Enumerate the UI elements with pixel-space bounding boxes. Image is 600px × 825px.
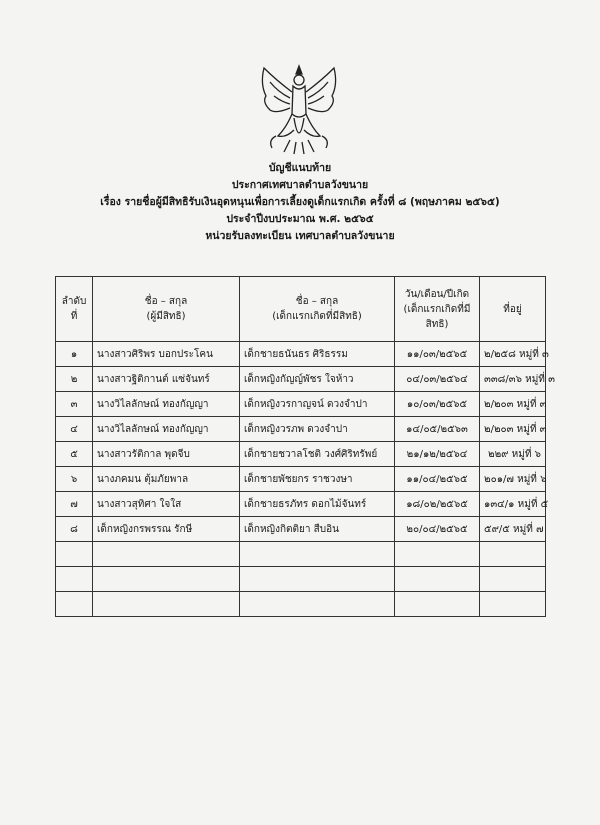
header-no: ลำดับ ที่ — [56, 277, 93, 342]
cell-parent-name: นางสาวรัติกาล พุดจีบ — [93, 442, 240, 467]
cell-address: ๒๐๑/๗ หมู่ที่ ๖ — [480, 467, 546, 492]
cell-child-name — [240, 567, 395, 592]
cell-no: ๒ — [56, 367, 93, 392]
header-registration-unit: หน่วยรับลงทะเบียน เทศบาลตำบลวังขนาย — [205, 230, 395, 242]
document-header — [0, 160, 600, 245]
header-address: ที่อยู่ — [480, 277, 546, 342]
cell-birth-date: ๑๑/๐๓/๒๕๖๕ — [395, 342, 480, 367]
cell-child-name: เด็กชายธนันธร ศิริธรรม — [240, 342, 395, 367]
cell-no: ๕ — [56, 442, 93, 467]
header-announcement: ประกาศเทศบาลตำบลวังขนาย — [231, 179, 369, 191]
header-parent-name: ชื่อ – สกุล (ผู้มีสิทธิ) — [93, 277, 240, 342]
cell-child-name: เด็กชายพัชยกร ราชวงษา — [240, 467, 395, 492]
table-row — [56, 542, 546, 567]
header-subject: เรื่อง รายชื่อผู้มีสิทธิรับเงินอุดหนุนเพื่อการเลี้ยงดูเด็กแรกเกิด ครั้งที่ ๘ (พฤษภาคม ๒๕๖๕) — [100, 196, 500, 208]
cell-parent-name — [93, 542, 240, 567]
cell-address: ๑๓๔/๑ หมู่ที่ ๕ — [480, 492, 546, 517]
cell-parent-name: นางวิไลลักษณ์ ทองกัญญา — [93, 417, 240, 442]
table-row — [56, 592, 546, 617]
header-title: บัญชีแนบท้าย — [268, 162, 332, 174]
cell-birth-date: ๒๑/๑๒/๒๕๖๔ — [395, 442, 480, 467]
table-row — [56, 442, 546, 467]
cell-parent-name — [93, 592, 240, 617]
cell-parent-name: นางวิไลลักษณ์ ทองกัญญา — [93, 392, 240, 417]
cell-child-name: เด็กชายชวาลโชติ วงศ์ศิริทรัพย์ — [240, 442, 395, 467]
table-row — [56, 467, 546, 492]
header-fiscal-year: ประจำปีงบประมาณ พ.ศ. ๒๕๖๕ — [226, 213, 374, 225]
cell-no — [56, 542, 93, 567]
cell-no: ๓ — [56, 392, 93, 417]
cell-child-name: เด็กชายธรภัทร ดอกไม้จันทร์ — [240, 492, 395, 517]
cell-child-name — [240, 592, 395, 617]
cell-address: ๓๓๘/๓๖ หมู่ที่ ๓ — [480, 367, 546, 392]
cell-address: ๕๙/๕ หมู่ที่ ๗ — [480, 517, 546, 542]
cell-address: ๒๒๙ หมู่ที่ ๖ — [480, 442, 546, 467]
cell-no — [56, 567, 93, 592]
cell-no — [56, 592, 93, 617]
table-header-row — [56, 277, 546, 342]
cell-no: ๗ — [56, 492, 93, 517]
cell-parent-name: นางสาวสุทิศา ใจใส — [93, 492, 240, 517]
cell-no: ๔ — [56, 417, 93, 442]
cell-child-name: เด็กหญิงกัญญ์พัชร ใจห้าว — [240, 367, 395, 392]
cell-child-name: เด็กหญิงวรกาญจน์ ดวงจำปา — [240, 392, 395, 417]
cell-parent-name: นางภคมน ตุ้มภัยพาล — [93, 467, 240, 492]
cell-birth-date: ๐๔/๐๓/๒๕๖๔ — [395, 367, 480, 392]
cell-birth-date — [395, 542, 480, 567]
cell-child-name — [240, 542, 395, 567]
table-row — [56, 492, 546, 517]
cell-birth-date: ๑๑/๐๔/๒๕๖๕ — [395, 467, 480, 492]
cell-address — [480, 542, 546, 567]
cell-parent-name — [93, 567, 240, 592]
cell-parent-name: นางสาวฐิติกานต์ แซ่จันทร์ — [93, 367, 240, 392]
cell-no: ๘ — [56, 517, 93, 542]
cell-child-name: เด็กหญิงกิตติยา สืบอิน — [240, 517, 395, 542]
table-row — [56, 567, 546, 592]
cell-birth-date: ๑๔/๐๕/๒๕๖๓ — [395, 417, 480, 442]
cell-no: ๑ — [56, 342, 93, 367]
table-row — [56, 367, 546, 392]
cell-address: ๒/๒๕๘ หมู่ที่ ๓ — [480, 342, 546, 367]
cell-address — [480, 592, 546, 617]
cell-address — [480, 567, 546, 592]
cell-address: ๒/๒๐๓ หมู่ที่ ๓ — [480, 392, 546, 417]
cell-birth-date — [395, 592, 480, 617]
garuda-emblem-icon — [256, 62, 342, 158]
table-row — [56, 417, 546, 442]
cell-parent-name: เด็กหญิงกรพรรณ รักษี — [93, 517, 240, 542]
table-body — [56, 342, 555, 617]
cell-child-name: เด็กหญิงวรภพ ดวงจำปา — [240, 417, 395, 442]
cell-parent-name: นางสาวศิริพร บอกประโคน — [93, 342, 240, 367]
table-row — [56, 517, 546, 542]
cell-birth-date: ๒๐/๐๔/๒๕๖๕ — [395, 517, 480, 542]
header-child-name: ชื่อ – สกุล (เด็กแรกเกิดที่มีสิทธิ) — [240, 277, 395, 342]
cell-no: ๖ — [56, 467, 93, 492]
eligibility-table — [55, 276, 555, 617]
cell-birth-date — [395, 567, 480, 592]
cell-birth-date: ๑๘/๐๒/๒๕๖๕ — [395, 492, 480, 517]
table-row — [56, 392, 546, 417]
cell-birth-date: ๑๐/๐๓/๒๕๖๕ — [395, 392, 480, 417]
cell-address: ๒/๒๐๓ หมู่ที่ ๓ — [480, 417, 546, 442]
table-row — [56, 342, 546, 367]
header-birth-date: วัน/เดือน/ปีเกิด (เด็กแรกเกิดที่มี สิทธิ) — [395, 277, 480, 342]
